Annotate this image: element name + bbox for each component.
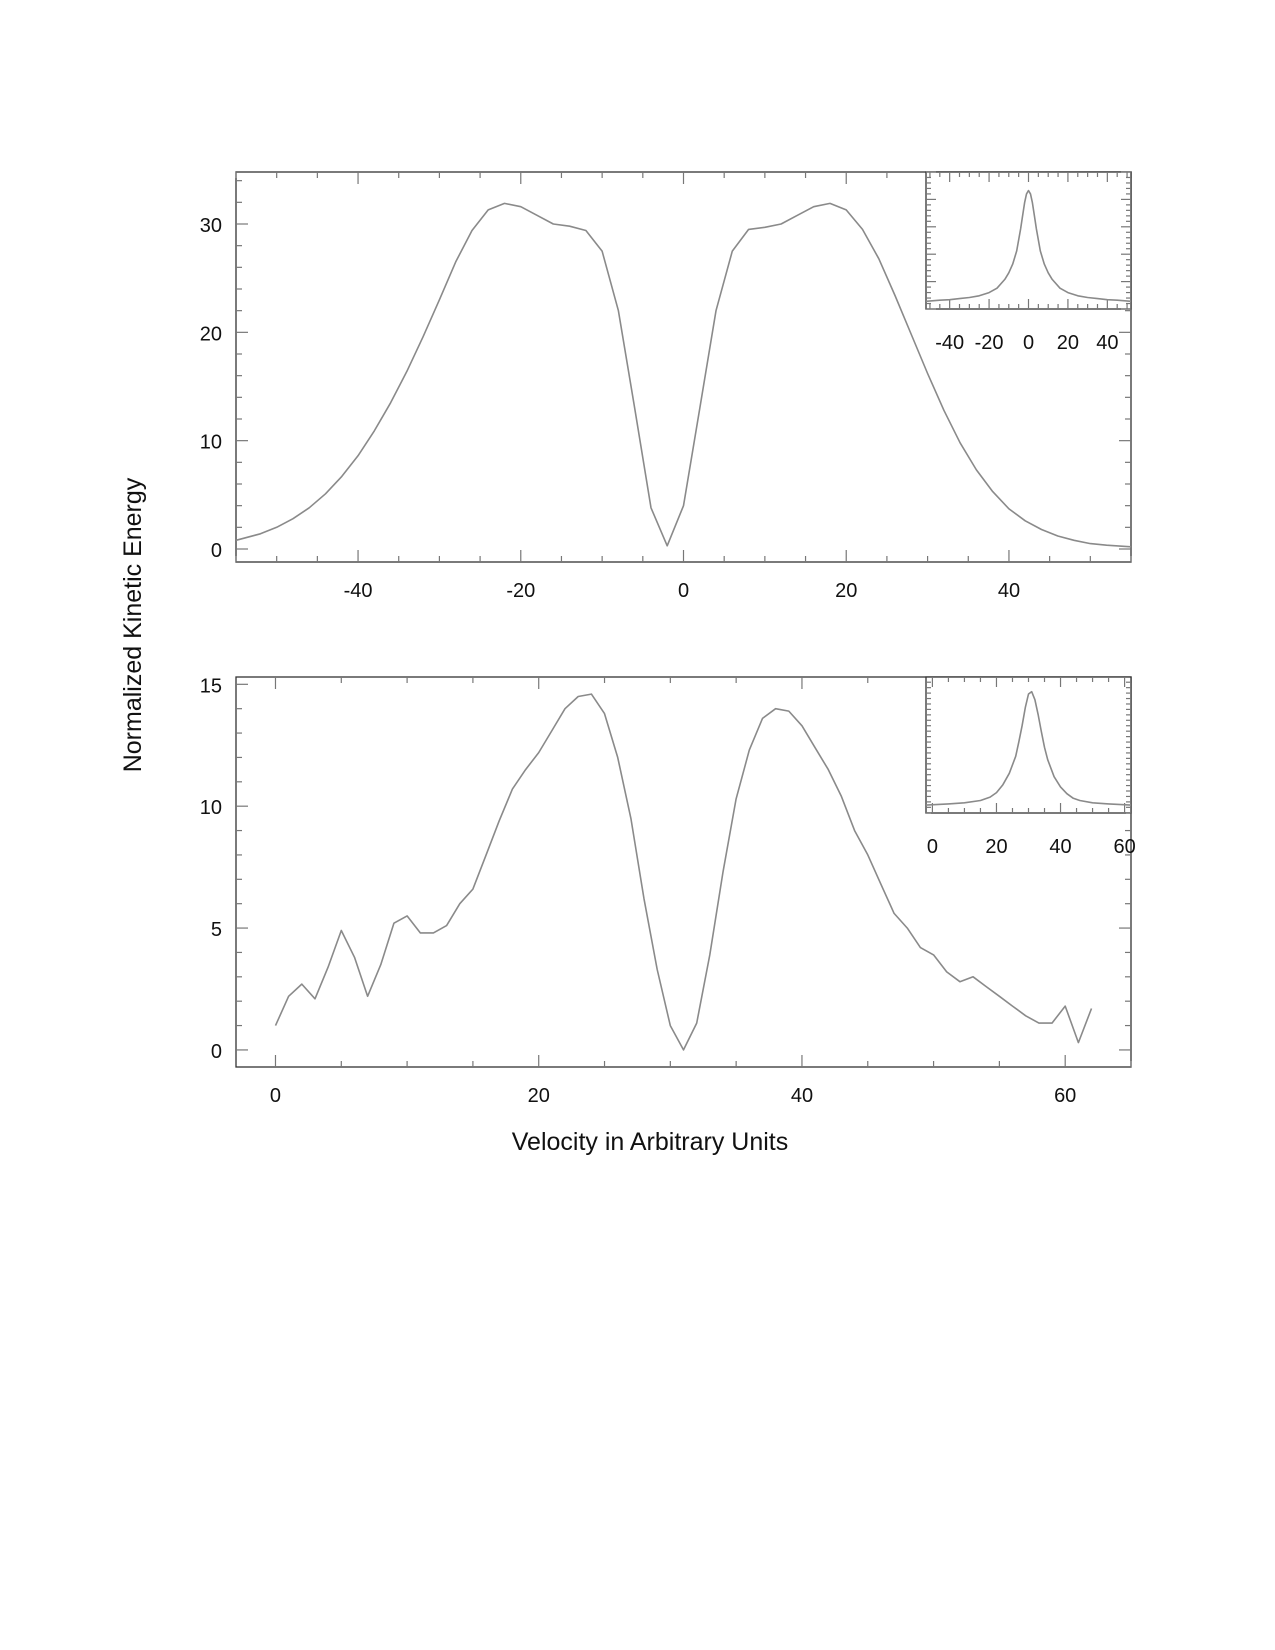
bottom-inset-x-tick-label: 0 (926, 836, 938, 858)
top-inset-x-tick-label: 0 (1022, 332, 1035, 354)
bottom-main-y-tick-label: 15 (199, 675, 222, 698)
top-main-x-tick-label: 20 (835, 580, 858, 602)
top-main-y-tick-label: 10 (199, 431, 222, 454)
bottom-main-y-tick-label: 0 (210, 1040, 222, 1063)
top-inset-x-tick-label: 20 (1056, 332, 1080, 354)
x-axis-title: Velocity in Arbitrary Units (511, 1128, 789, 1156)
bottom-main-x-tick-label: 60 (1054, 1085, 1077, 1107)
bottom-inset-panel (926, 677, 1136, 858)
bottom-inset-x-tick-label: 60 (1113, 836, 1136, 858)
top-main-x-tick-label: 0 (677, 580, 690, 602)
top-main-y-tick-label: 0 (210, 540, 222, 562)
top-main-y-tick-label: 20 (199, 323, 222, 346)
top-main-x-tick-label: -20 (506, 580, 536, 602)
top-inset-panel (926, 172, 1131, 354)
top-main-y-tick-label: 30 (199, 215, 222, 237)
top-inset-x-tick-label: -40 (935, 332, 965, 354)
y-axis-title: Normalized Kinetic Energy (119, 477, 147, 773)
bottom-main-x-tick-label: 0 (269, 1085, 282, 1107)
bottom-main-x-tick-label: 20 (527, 1085, 550, 1107)
bottom-main-y-tick-label: 10 (199, 797, 222, 820)
bottom-inset-x-tick-label: 20 (985, 836, 1008, 858)
bottom-main-y-tick-label: 5 (210, 919, 222, 942)
top-main-x-tick-label: 40 (997, 580, 1021, 602)
top-inset-background (926, 172, 1131, 309)
bottom-inset-x-tick-label: 40 (1049, 836, 1072, 858)
top-inset-x-tick-label: 40 (1096, 332, 1119, 354)
top-main-x-tick-label: -40 (343, 580, 373, 602)
bottom-main-x-tick-label: 40 (790, 1085, 814, 1107)
top-inset-x-tick-label: -20 (974, 332, 1004, 354)
